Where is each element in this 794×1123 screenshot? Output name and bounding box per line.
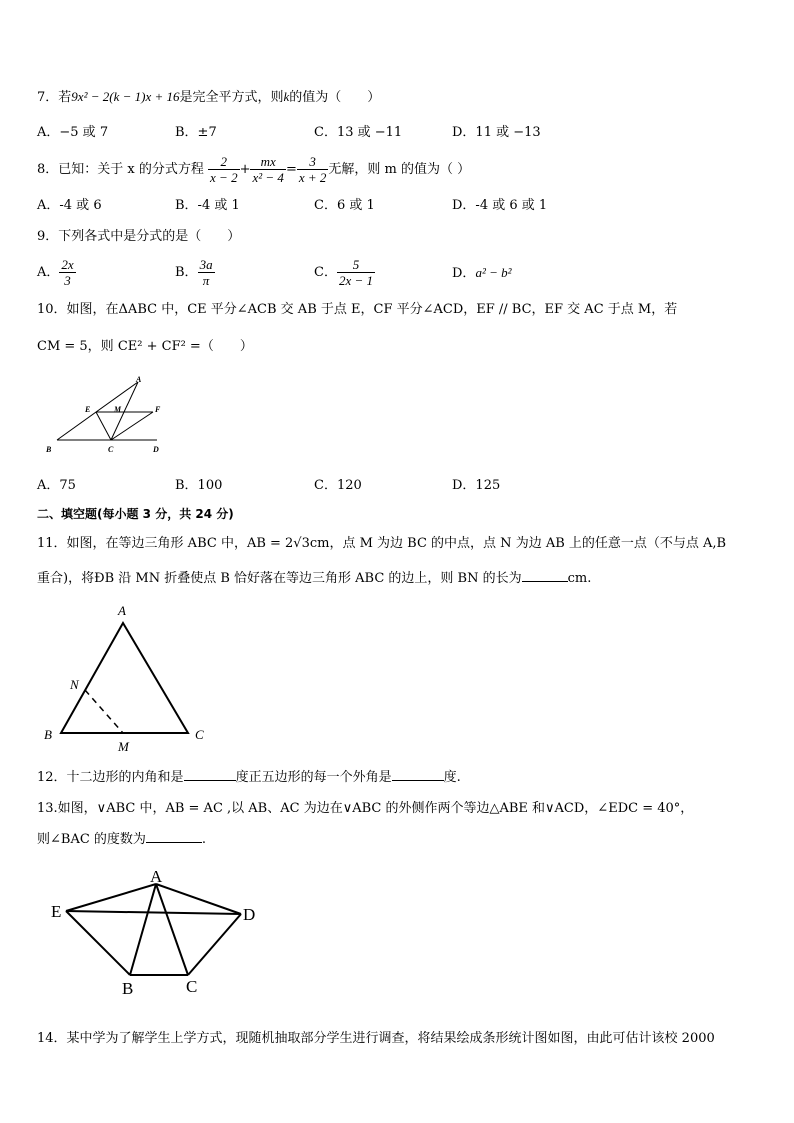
q13-line-ab — [130, 884, 156, 975]
q11-number: 11 — [37, 536, 54, 551]
q11-figure — [38, 598, 218, 756]
question-13-line1 — [37, 800, 693, 818]
q10-label-b: B — [46, 445, 52, 454]
q13-line-eb — [66, 911, 130, 975]
q9-a-den: 3 — [64, 273, 71, 288]
q9-c-num: 5 — [337, 257, 375, 273]
q13-figure — [40, 862, 280, 1002]
q7-option-d: D．11 或 −13 — [452, 125, 541, 140]
q13-label-d: D — [243, 905, 256, 924]
q14-text: ．某中学为了解学生上学方式，现随机抽取部分学生进行调查，将结果绘成条形统计图如图，由此可估计该校 2000 — [53, 1031, 715, 1046]
q11-label-b: B — [44, 727, 52, 742]
q10-figure — [40, 370, 170, 460]
q10-option-b: B．100 — [175, 478, 223, 493]
question-11-line2 — [37, 570, 591, 588]
q13-answer-blank[interactable] — [146, 842, 202, 843]
q10-number: 10 — [37, 302, 54, 317]
q9-option-d-label: D． — [452, 266, 476, 281]
q11-label-n: N — [70, 677, 79, 692]
question-12 — [37, 769, 461, 787]
q10-option-c: C．120 — [314, 478, 362, 493]
q9-number: 9 — [37, 229, 46, 244]
q9-option-a-fraction — [59, 257, 75, 288]
q7-prefix: ．若 — [45, 90, 72, 105]
q9-option-a — [37, 255, 76, 291]
q9-option-d — [452, 255, 512, 292]
q12-answer-blank-2[interactable] — [392, 780, 444, 781]
q7-expression: 9x² − 2(k − 1)x + 16 — [71, 89, 180, 104]
q10-line1: ．如图，在ΔABC 中，CE 平分∠ACB 交 AB 于点 E，CF 平分∠ACD，EF // BC，EF 交 AC 于点 M，若 — [53, 302, 678, 317]
q13-line-dc — [188, 914, 241, 975]
q10-label-f: F — [155, 405, 161, 414]
q11-line1: ．如图，在等边三角形 ABC 中，AB = 2√3cm，点 M 为边 BC 的中点，点 N 为边 AB 上的任意一点（不与点 A,B — [53, 536, 727, 551]
q8-option-b: B．-4 或 1 — [175, 198, 240, 213]
q7-option-a: A．−5 或 7 — [37, 125, 109, 140]
q10-label-a: A — [136, 375, 142, 384]
q8-frac3-den: x + 2 — [298, 170, 327, 185]
q9-text: ．下列各式中是分式的是（ ） — [45, 229, 241, 244]
q9-option-b-label: B． — [175, 265, 198, 280]
q9-b-num: 3a — [199, 257, 213, 272]
question-14 — [37, 1030, 715, 1048]
q8-frac2-num: mx — [250, 154, 285, 170]
q11-line2-a: 重合)，将ÐB 沿 MN 折叠使点 B 恰好落在等边三角形 ABC 的边上，则 BN 的长为 — [37, 571, 522, 586]
q9-option-c-label: C． — [314, 265, 337, 280]
q13-line-ac — [156, 884, 188, 975]
q10-option-a: A．75 — [37, 478, 76, 493]
q9-option-b — [175, 255, 215, 291]
q10-label-e: E — [85, 405, 91, 414]
q8-option-a: A．-4 或 6 — [37, 198, 102, 213]
q9-a-num: 2x — [61, 257, 74, 272]
q14-number: 14 — [37, 1031, 54, 1046]
question-9 — [37, 228, 240, 246]
q10-line-ec — [96, 412, 111, 440]
q7-middle: 是完全平方式，则 — [179, 90, 284, 105]
q9-c-den: 2x − 1 — [338, 273, 373, 288]
question-7 — [37, 88, 380, 107]
q10-label-m: M — [114, 405, 122, 414]
section-2-title: 二、填空题(每小题 3 分，共 24 分) — [37, 507, 234, 521]
q12-answer-blank-1[interactable] — [184, 780, 236, 781]
q7-suffix: 的值为（ ） — [289, 90, 381, 105]
q11-fold-line — [85, 690, 123, 733]
q7-option-c: C．13 或 −11 — [314, 125, 403, 140]
q11-label-a: A — [118, 603, 126, 618]
q13-label-b: B — [122, 979, 134, 998]
q9-d-expr: a² − b² — [475, 265, 512, 280]
q10-label-c: C — [108, 445, 114, 454]
q13-line2-a: 则∠BAC 的度数为 — [37, 832, 146, 847]
question-8: 8．已知：关于 x 的分式方程 $\frac{2}{x - 2}$ + $\frac{mx}{\text{x² − 4}}$ = $\frac{3}{x + 2}$ 无解，则 m 的值为（ ） — [37, 154, 471, 185]
q13-line-ea — [66, 884, 156, 911]
q11-triangle — [61, 623, 188, 733]
question-13-line2 — [37, 831, 206, 849]
q8-suffix: 无解，则 m 的值为（ ） — [328, 162, 471, 177]
q9-option-c-fraction — [337, 257, 375, 288]
q9-b-den: π — [202, 273, 210, 288]
q9-option-b-fraction — [198, 257, 215, 288]
q7-var: k — [283, 89, 290, 104]
q13-line1: .如图，∨ABC 中，AB = AC ,以 AB、AC 为边在∨ABC 的外侧作两个等边△ABE 和∨ACD，∠EDC = 40°， — [53, 801, 694, 816]
question-10-line1 — [37, 301, 677, 319]
q12-text-c: 度. — [443, 770, 461, 785]
q8-frac1-num: 2 — [208, 154, 240, 170]
q10-option-d: D．125 — [452, 478, 501, 493]
q13-label-e: E — [51, 902, 62, 921]
question-11-line1 — [37, 535, 726, 553]
q9-option-a-label: A． — [37, 265, 60, 280]
q13-line-ad — [156, 884, 241, 914]
q13-line-ed — [66, 911, 241, 914]
q12-number: 12 — [37, 770, 54, 785]
q13-label-a: A — [150, 867, 163, 886]
q12-text-a: ．十二边形的内角和是 — [53, 770, 184, 785]
q8-frac2-den: x² − 4 — [252, 170, 284, 185]
q11-line2-b: cm. — [567, 571, 592, 586]
q10-label-d: D — [153, 445, 159, 454]
q8-fraction-2 — [250, 154, 285, 185]
q8-prefix: ．已知：关于 x 的分式方程 — [45, 162, 204, 177]
q7-number: 7 — [37, 90, 46, 105]
q13-line2-b: . — [201, 832, 207, 847]
q11-label-m: M — [118, 739, 129, 754]
q10-line-ba — [57, 382, 138, 440]
q8-fraction-3 — [297, 154, 329, 185]
q8-option-c: C．6 或 1 — [314, 198, 375, 213]
q12-text-b: 度正五边形的每一个外角是 — [235, 770, 392, 785]
q8-fraction-1 — [208, 154, 240, 185]
q13-number: 13 — [37, 801, 54, 816]
q8-frac3-num: 3 — [297, 154, 329, 170]
question-10-line2: CM = 5，则 CE² + CF² =（ ） — [37, 339, 253, 354]
q13-label-c: C — [186, 977, 198, 996]
q11-label-c: C — [195, 727, 204, 742]
q7-option-b: B．±7 — [175, 125, 217, 140]
q11-answer-blank[interactable] — [522, 581, 568, 582]
q9-option-c — [314, 255, 375, 291]
q8-option-d: D．-4 或 6 或 1 — [452, 198, 548, 213]
q8-number: 8 — [37, 162, 46, 177]
q8-frac1-den: x − 2 — [210, 170, 238, 185]
